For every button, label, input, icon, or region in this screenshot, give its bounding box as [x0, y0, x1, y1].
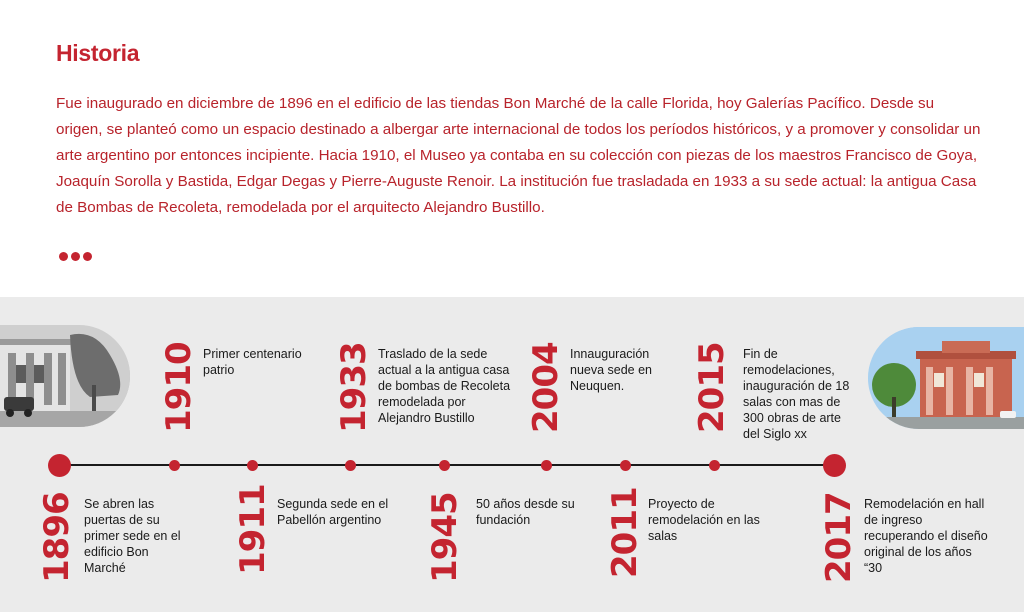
- event-description: Primer centenario patrio: [203, 347, 302, 377]
- event-description: Se abren las puertas de su primer sede en el edificio Bon Marché: [84, 497, 181, 575]
- timeline-dot-2011: [620, 460, 631, 471]
- museum-facade-photo: [868, 327, 1024, 429]
- event-description: 50 años desde su fundación: [476, 497, 575, 527]
- historic-building-photo: [0, 325, 130, 427]
- timeline-dot-2015: [709, 460, 720, 471]
- page-title: Historia: [56, 40, 140, 66]
- timeline-dot-1896: [48, 454, 71, 477]
- timeline-dot-1933: [345, 460, 356, 471]
- history-paragraph: Fue inaugurado en diciembre de 1896 en el edificio de las tiendas Bon Marché de la calle Florida, hoy Galerías Pacífico. Desde su origen, se planteó como un espacio destinado a albergar arte internacional de todos los períodos históricos, y a promover y consolidar un arte argentino por entonces incipiente. Hacia 1910, el Museo ya contaba en su colección con piezas de los maestros Francisco de Goya, Joaquín Sorolla y Bastida, Edgar Degas y Pierre-Auguste Renoir. La institución fue trasladada en 1933 a su sede actual: la antigua Casa de Bombas de Recoleta, remodelada por el arquitecto Alejandro Bustillo.: [56, 95, 981, 216]
- timeline-dot-1910: [169, 460, 180, 471]
- event-description: Segunda sede en el Pabellón argentino: [277, 497, 389, 527]
- timeline-dot-2004: [541, 460, 552, 471]
- event-description: Fin de remodelaciones, inauguración de 18 salas con mas de 300 obras de arte del Siglo xx: [743, 347, 850, 441]
- more-dots-icon: [59, 248, 95, 266]
- event-description: Proyecto de remodelación en las salas: [648, 497, 760, 543]
- event-description: Traslado de la sede actual a la antigua casa de bombas de Recoleta remodelada por Alejandro Bustillo: [378, 347, 511, 425]
- timeline-dot-2017: [823, 454, 846, 477]
- timeline-dot-1945: [439, 460, 450, 471]
- event-description: Innauguración nueva sede en Neuquen.: [570, 347, 653, 393]
- event-description: Remodelación en hall de ingreso recuperando el diseño original de los años “30: [864, 497, 988, 575]
- timeline-dot-1911: [247, 460, 258, 471]
- intro-section: [0, 0, 1024, 297]
